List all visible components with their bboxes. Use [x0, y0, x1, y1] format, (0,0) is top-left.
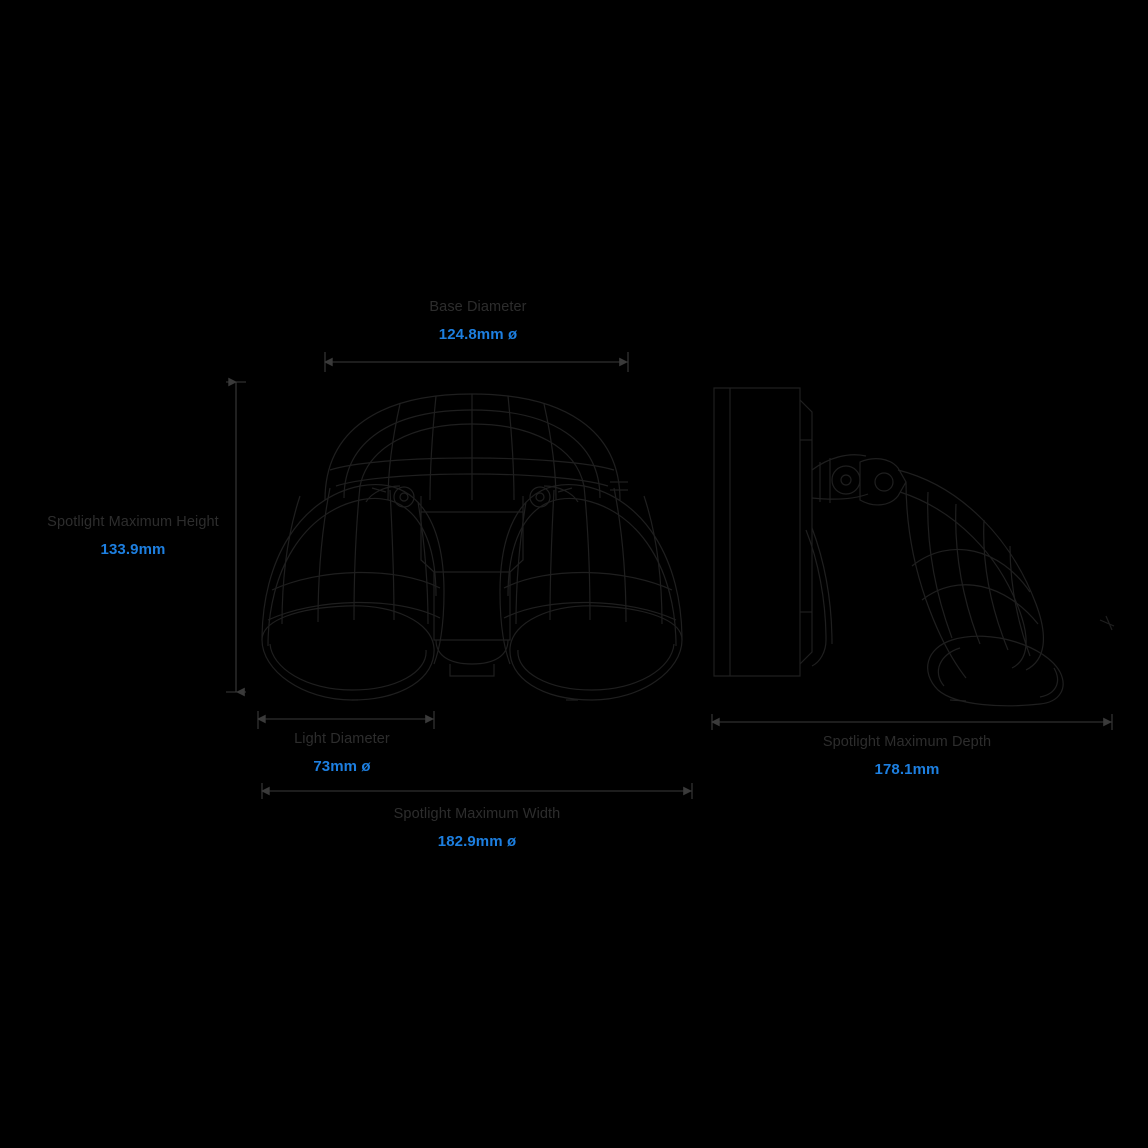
dimension-title: Spotlight Maximum Depth [822, 734, 992, 750]
dimension-label-base-diameter [378, 297, 578, 346]
dimension-title: Base Diameter [429, 299, 527, 315]
dimension-value: 133.9mm [100, 540, 166, 558]
dimension-label-spotlight-maximum-width [377, 804, 577, 853]
dimension-label-light-diameter [242, 729, 442, 778]
dimension-label-spotlight-maximum-depth [807, 732, 1007, 781]
dimension-label-spotlight-maximum-height [42, 512, 224, 561]
dimension-title: Spotlight Maximum Width [393, 806, 561, 822]
dimension-value: 73mm ø [313, 757, 371, 775]
dimension-value: 178.1mm [874, 760, 940, 778]
front-view-geometry [262, 394, 682, 700]
dimension-value: 182.9mm ø [437, 832, 517, 850]
side-view-geometry [714, 388, 1114, 706]
dimension-title: Light Diameter [294, 731, 390, 747]
dimension-value: 124.8mm ø [438, 325, 518, 343]
dimension-title: Spotlight Maximum Height [47, 514, 219, 530]
